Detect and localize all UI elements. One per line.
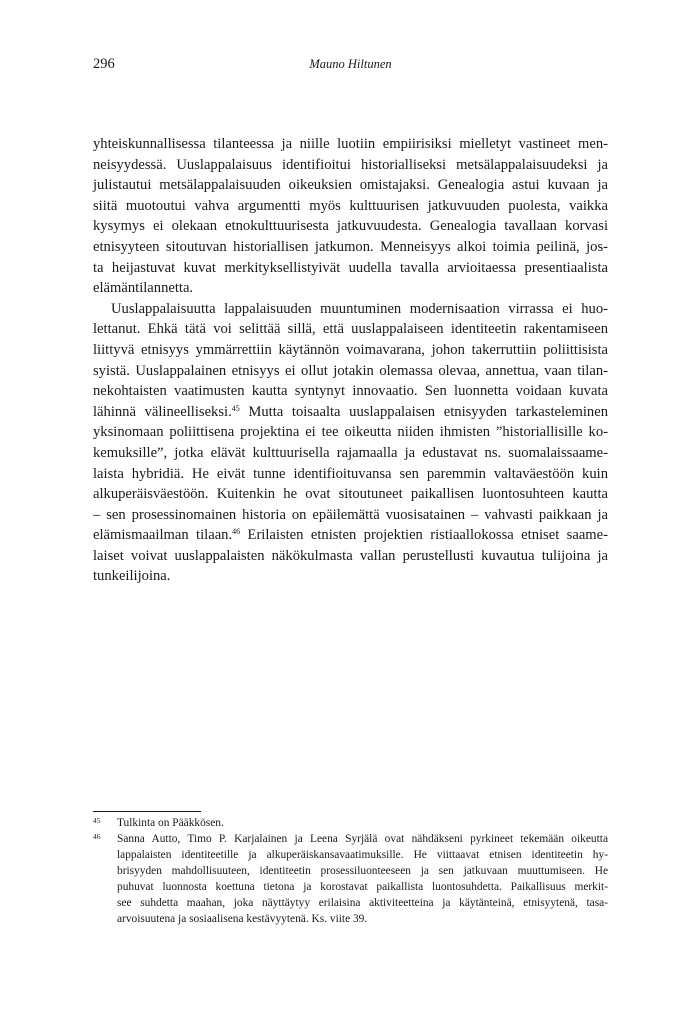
body-line: Uuslappalaisuutta lappalaisuuden muuntuminen modernisaation virrassa ei huo- [111, 300, 608, 317]
body-line: julistautui metsälappalaisuuden oikeuksien omistajaksi. Genealogia astui kuvaan ja [93, 177, 608, 194]
body-line: tunkeilijoina. [93, 568, 171, 585]
body-line: yhteiskunnallisessa tilanteessa ja niille luotiin empiirisiksi mielletyt vastineet men- [93, 136, 608, 152]
running-head: Mauno Hiltunen [309, 57, 392, 71]
body-line [93, 402, 608, 423]
body-line: nekohtaisten vaatimusten kautta syntynyt innovaatio. Sen luonnetta voidaan kuvata [93, 383, 608, 400]
footnote-ref-46[interactable]: 46 [232, 527, 241, 537]
body-line: etnisyyteen sitoutuvan historiallisen jatkumon. Menneisyys alkoi toimia peilinä, jos- [93, 238, 608, 255]
footnote-rule [93, 811, 201, 812]
footnote-45 [93, 815, 608, 831]
body-line: – sen prosessinomainen historia on epäilemättä vuosisatainen – vahvasti paikkaan ja [93, 506, 608, 523]
body-line: laiset voivat uuslappalaisten näkökulmasta vallan perustellusti kuvautua tulijoina ja [93, 547, 608, 564]
body-line: elämäntilannetta. [93, 280, 194, 297]
body-line-text: lähinnä välineelliseksi. [93, 403, 232, 420]
page-number: 296 [93, 56, 115, 72]
footnote-line: brisyyden mahdollisuuteen, identiteetin prosessiluonteeseen ja sen jatkuvaan muuttumiseen. He [117, 865, 608, 877]
footnote-line: see suhdetta maahan, joka näyttäytyy erilaisina aktiviteetteina ja käytänteinä, etnisyytenä, tasa- [117, 897, 608, 909]
footnote-ref-45[interactable]: 45 [231, 403, 240, 413]
body-line-text: Mutta toisaalta uuslappalaisen etnisyyden tarkasteleminen [239, 403, 608, 420]
body-line: liittyvä etnisyys ymmärrettiin käytännön voimavarana, johon takerruttiin poliittisista [93, 341, 608, 358]
body-line: neisyydessä. Uuslappalaisuus identifioitui historialliseksi metsälappalaisuudeksi ja [93, 156, 608, 173]
body-line [93, 525, 608, 546]
footnote-text: Tulkinta on Pääkkösen. [117, 817, 224, 829]
footnote-line: lappalaisten identiteetille ja alkuperäiskansavaatimuksille. He viittaavat etnisen identiteetin hy- [117, 849, 608, 861]
body-line: alkuperäisväestöön. Kuitenkin he ovat sitoutuneet paikallisen luontosuhteen kautta [93, 486, 608, 503]
body-line: laista hybridiä. He eivät tunne identifioituvansa sen paremmin valtaväestöön kuin [93, 465, 608, 482]
footnote-line: puhuvat luonnosta koettuna tietona ja korostavat paikallista luontosuhdetta. Paikallisuus merkit- [117, 881, 608, 893]
body-line: syistä. Uuslappalainen etnisyys ei ollut jotakin olemassa olevaa, annettua, vaan tilan- [93, 362, 608, 379]
footnotes [93, 815, 608, 927]
footnote-46 [93, 831, 608, 847]
body-line: kysymys ei olekaan etnokulttuurisesta jatkuvuudesta. Genealogia tavallaan korvasi [93, 218, 608, 235]
footnote-line: arvoisuutena ja sosiaalisena kestävyytenä. Ks. viite 39. [117, 913, 368, 925]
body-text [93, 134, 608, 587]
body-line: kemuksille”, jotka elävät kulttuurisella rajamaalla ja edustavat ns. suomalaissaame- [93, 444, 608, 461]
body-line: yksinomaan poliittisena projektina ei tee oikeutta niiden ihmisten ”historiallisille ko- [93, 424, 608, 441]
footnote-text: Sanna Autto, Timo P. Karjalainen ja Leena Syrjälä ovat nähdäkseni pyrkineet tekemään oikeutta [117, 833, 608, 845]
body-line: ta heijastuvat kuvat merkityksellistyivät uudella tavalla arvioitaessa presentiaalista [93, 259, 608, 276]
body-line-text: Erilaisten etnisten projektien ristiaallokossa etniset saame- [240, 527, 608, 544]
body-line-text: elämismaailman tilaan. [93, 527, 233, 544]
body-line: lettanut. Ehkä tätä voi selittää sillä, että uuslappalaiseen identiteetin rakentamiseen [93, 321, 608, 338]
page-header [93, 56, 608, 76]
footnote-number: 46 [93, 832, 101, 841]
footnote-number: 45 [93, 816, 101, 825]
body-line: siitä muotoutui vahva argumentti myös kulttuurisen jatkuvuuden puolesta, vaikka [93, 197, 608, 214]
